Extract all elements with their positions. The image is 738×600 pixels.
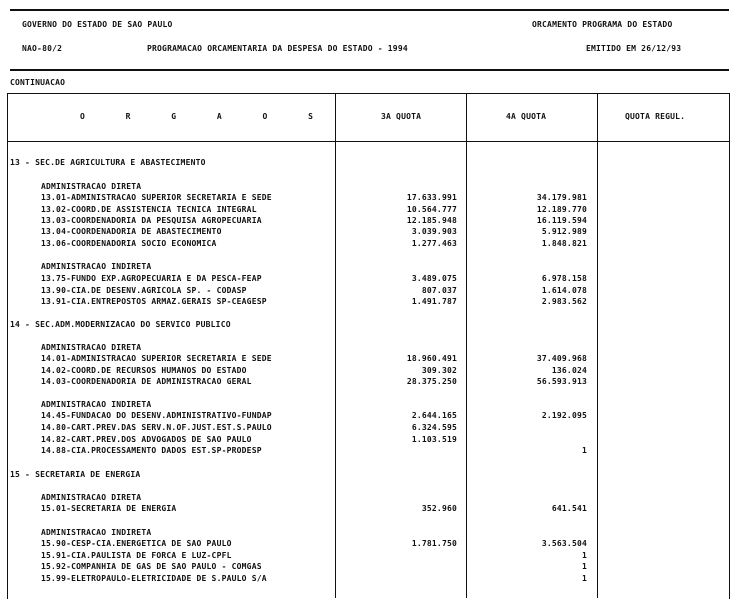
table-row-label: 13.91-CIA.ENTREPOSTOS ARMAZ.GERAIS SP-CEAGESP (41, 297, 267, 306)
table-row-label: 15.99-ELETROPAULO-ELETRICIDADE DE S.PAULO S/A (41, 574, 267, 583)
subsection-heading: ADMINISTRACAO DIRETA (41, 493, 142, 502)
header-row-divider (7, 141, 729, 142)
quota-4a-value: 6.978.158 (541, 274, 587, 283)
quota-4a-value: 12.189.770 (536, 205, 587, 214)
table-row-label: 15.01-SECRETARIA DE ENERGIA (41, 504, 177, 513)
column-divider (597, 93, 598, 598)
column-header-orgaos: O R G A O S (80, 112, 331, 121)
quota-4a-value: 1.614.078 (541, 286, 587, 295)
table-row-label: 14.01-ADMINISTRACAO SUPERIOR SECRETARIA E SEDE (41, 354, 272, 363)
subsection-heading: ADMINISTRACAO INDIRETA (41, 262, 152, 271)
quota-3a-value: 6.324.595 (411, 423, 457, 432)
continuation-label: CONTINUACAO (10, 78, 66, 87)
subsection-heading: ADMINISTRACAO INDIRETA (41, 400, 152, 409)
quota-4a-value: 1 (581, 562, 587, 571)
column-divider (466, 93, 467, 598)
table-row-label: 13.75-FUNDO EXP.AGROPECUARIA E DA PESCA-FEAP (41, 274, 262, 283)
quota-4a-value: 16.119.594 (536, 216, 587, 225)
quota-3a-value: 1.781.750 (411, 539, 457, 548)
quota-4a-value: 2.192.095 (541, 411, 587, 420)
table-row-label: 13.04-COORDENADORIA DE ABASTECIMENTO (41, 227, 222, 236)
table-row-label: 14.82-CART.PREV.DOS ADVOGADOS DE SAO PAULO (41, 435, 252, 444)
quota-4a-value: 37.409.968 (536, 354, 587, 363)
section-heading: 15 - SECRETARIA DE ENERGIA (10, 470, 141, 479)
quota-4a-value: 2.983.562 (541, 297, 587, 306)
subsection-heading: ADMINISTRACAO DIRETA (41, 343, 142, 352)
quota-4a-value: 136.024 (551, 366, 587, 375)
government-title: GOVERNO DO ESTADO DE SAO PAULO (22, 20, 173, 29)
table-row-label: 14.03-COORDENADORIA DE ADMINISTRACAO GERAL (41, 377, 252, 386)
quota-3a-value: 28.375.250 (406, 377, 457, 386)
report-title: PROGRAMACAO ORCAMENTARIA DA DESPESA DO ESTADO - 1994 (147, 44, 408, 53)
quota-4a-value: 5.912.989 (541, 227, 587, 236)
report-code: NAO-80/2 (22, 44, 63, 53)
section-heading: 14 - SEC.ADM.MODERNIZACAO DO SERVICO PUBLICO (10, 320, 231, 329)
column-header-3a-quota: 3A QUOTA (381, 112, 422, 121)
quota-4a-value: 3.563.504 (541, 539, 587, 548)
quota-4a-value: 56.593.913 (536, 377, 587, 386)
quota-4a-value: 1 (581, 574, 587, 583)
quota-4a-value: 1.848.821 (541, 239, 587, 248)
table-row-label: 13.90-CIA.DE DESENV.AGRICOLA SP. - CODASP (41, 286, 247, 295)
quota-4a-value: 641.541 (551, 504, 587, 513)
quota-4a-value: 34.179.981 (536, 193, 587, 202)
column-header-quota-regul: QUOTA REGUL. (625, 112, 686, 121)
table-row-label: 13.02-COORD.DE ASSISTENCIA TECNICA INTEGRAL (41, 205, 257, 214)
column-header-4a-quota: 4A QUOTA (506, 112, 547, 121)
issue-date: EMITIDO EM 26/12/93 (586, 44, 682, 53)
table-row-label: 14.45-FUNDACAO DO DESENV.ADMINISTRATIVO-FUNDAP (41, 411, 272, 420)
table-row-label: 13.01-ADMINISTRACAO SUPERIOR SECRETARIA E SEDE (41, 193, 272, 202)
quota-3a-value: 309.302 (421, 366, 457, 375)
section-heading: 13 - SEC.DE AGRICULTURA E ABASTECIMENTO (10, 158, 206, 167)
table-row-label: 14.80-CART.PREV.DAS SERV.N.OF.JUST.EST.S.PAULO (41, 423, 272, 432)
column-divider (335, 93, 336, 598)
quota-3a-value: 2.644.165 (411, 411, 457, 420)
subsection-heading: ADMINISTRACAO DIRETA (41, 182, 142, 191)
subsection-heading: ADMINISTRACAO INDIRETA (41, 528, 152, 537)
quota-3a-value: 807.037 (421, 286, 457, 295)
report-header-frame (10, 9, 729, 71)
quota-4a-value: 1 (581, 551, 587, 560)
quota-3a-value: 3.489.075 (411, 274, 457, 283)
quota-3a-value: 18.960.491 (406, 354, 457, 363)
table-row-label: 14.88-CIA.PROCESSAMENTO DADOS EST.SP-PRODESP (41, 446, 262, 455)
table-row-label: 14.02-COORD.DE RECURSOS HUMANOS DO ESTADO (41, 366, 247, 375)
quota-4a-value: 1 (581, 446, 587, 455)
quota-3a-value: 1.277.463 (411, 239, 457, 248)
quota-3a-value: 17.633.991 (406, 193, 457, 202)
quota-3a-value: 352.960 (421, 504, 457, 513)
quota-3a-value: 3.039.903 (411, 227, 457, 236)
budget-program-title: ORCAMENTO PROGRAMA DO ESTADO (532, 20, 673, 29)
table-row-label: 13.06-COORDENADORIA SOCIO ECONOMICA (41, 239, 217, 248)
quota-3a-value: 1.103.519 (411, 435, 457, 444)
table-row-label: 15.91-CIA.PAULISTA DE FORCA E LUZ-CPFL (41, 551, 232, 560)
quota-3a-value: 10.564.777 (406, 205, 457, 214)
quota-3a-value: 1.491.787 (411, 297, 457, 306)
table-row-label: 15.92-COMPANHIA DE GAS DE SAO PAULO - COMGAS (41, 562, 262, 571)
quota-3a-value: 12.185.948 (406, 216, 457, 225)
table-row-label: 13.03-COORDENADORIA DA PESQUISA AGROPECUARIA (41, 216, 262, 225)
table-row-label: 15.90-CESP-CIA.ENERGETICA DE SAO PAULO (41, 539, 232, 548)
